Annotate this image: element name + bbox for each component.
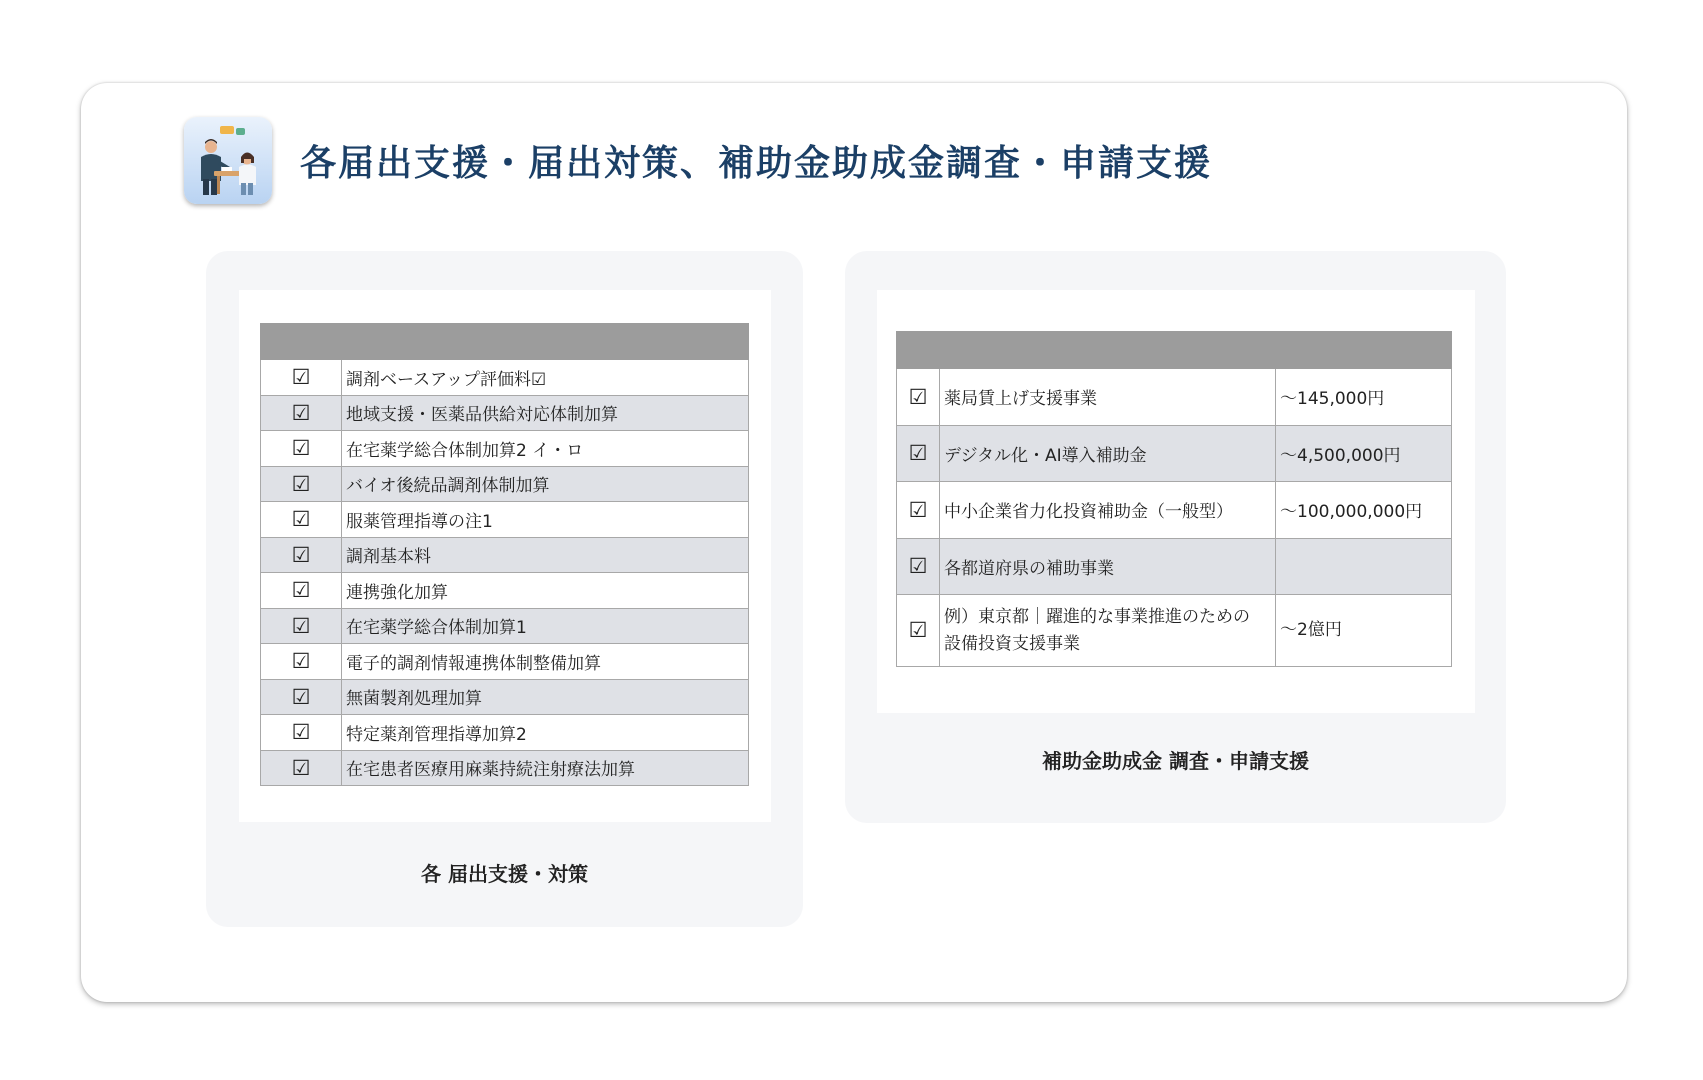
- subsidy-amount: [1276, 538, 1452, 595]
- filing-support-caption: 各 届出支援・対策: [421, 862, 588, 886]
- checkbox-checked-icon: ☑: [897, 369, 940, 426]
- checkbox-checked-icon: ☑: [261, 573, 342, 609]
- checkbox-checked-icon: ☑: [897, 425, 940, 482]
- subsidy-item-label-line: 例）東京都｜躍進的な事業推進のための: [944, 606, 1250, 627]
- checkbox-checked-icon: ☑: [261, 395, 342, 431]
- filing-item-label: 電子的調剤情報連携体制整備加算: [342, 644, 749, 680]
- table-row: [261, 715, 749, 751]
- table-row: [261, 644, 749, 680]
- table-row: [261, 750, 749, 786]
- checkbox-checked-icon: ☑: [261, 750, 342, 786]
- subsidy-support-caption: 補助金助成金 調査・申請支援: [1042, 749, 1309, 773]
- table-row: [261, 395, 749, 431]
- checkbox-checked-icon: ☑: [897, 538, 940, 595]
- table-row: [261, 502, 749, 538]
- table-row: [261, 679, 749, 715]
- checkbox-checked-icon: ☑: [261, 715, 342, 751]
- table-row: [261, 608, 749, 644]
- subsidy-item-label: [940, 595, 1276, 667]
- table-row: [897, 538, 1452, 595]
- table-row: [261, 360, 749, 396]
- filing-item-label: 在宅患者医療用麻薬持続注射療法加算: [342, 750, 749, 786]
- table-row: [897, 482, 1452, 539]
- table-header-row: [261, 324, 749, 360]
- subsidy-item-label: デジタル化・AI導入補助金: [940, 425, 1276, 482]
- filing-item-label: 在宅薬学総合体制加算2 イ・ロ: [342, 431, 749, 467]
- consultation-illustration-icon: [184, 117, 272, 204]
- subsidy-item-label: 中小企業省力化投資補助金（一般型）: [940, 482, 1276, 539]
- subsidy-item-label-line: 設備投資支援事業: [944, 633, 1080, 654]
- subsidy-item-label: 薬局賃上げ支援事業: [940, 369, 1276, 426]
- checkbox-checked-icon: ☑: [261, 679, 342, 715]
- filing-checklist-table: [260, 323, 749, 786]
- subsidy-checklist-table: [896, 331, 1452, 667]
- checkbox-checked-icon: ☑: [897, 482, 940, 539]
- filing-item-label: 無菌製剤処理加算: [342, 679, 749, 715]
- subsidy-item-label: 各都道府県の補助事業: [940, 538, 1276, 595]
- filing-item-label: 調剤ベースアップ評価料☑: [342, 360, 749, 396]
- checkbox-checked-icon: ☑: [897, 595, 940, 667]
- table-row: [261, 431, 749, 467]
- table-row: [897, 595, 1452, 667]
- subsidy-amount: 〜2億円: [1276, 595, 1452, 667]
- table-header-row: [897, 332, 1452, 369]
- filing-item-label: 連携強化加算: [342, 573, 749, 609]
- table-row: [897, 369, 1452, 426]
- checkbox-checked-icon: ☑: [261, 466, 342, 502]
- filing-item-label: 地域支援・医薬品供給対応体制加算: [342, 395, 749, 431]
- subsidy-amount: 〜4,500,000円: [1276, 425, 1452, 482]
- filing-item-label: 服薬管理指導の注1: [342, 502, 749, 538]
- table-row: [261, 537, 749, 573]
- subsidy-amount: 〜145,000円: [1276, 369, 1452, 426]
- filing-item-label: 調剤基本料: [342, 537, 749, 573]
- table-row: [897, 425, 1452, 482]
- subsidy-amount: 〜100,000,000円: [1276, 482, 1452, 539]
- checkbox-checked-icon: ☑: [261, 431, 342, 467]
- checkbox-checked-icon: ☑: [261, 360, 342, 396]
- filing-item-label: 在宅薬学総合体制加算1: [342, 608, 749, 644]
- checkbox-checked-icon: ☑: [261, 644, 342, 680]
- page-title: 各届出支援・届出対策、補助金助成金調査・申請支援: [300, 143, 1213, 184]
- table-row: [261, 573, 749, 609]
- checkbox-checked-icon: ☑: [261, 608, 342, 644]
- filing-item-label: 特定薬剤管理指導加算2: [342, 715, 749, 751]
- filing-item-label: バイオ後続品調剤体制加算: [342, 466, 749, 502]
- checkbox-checked-icon: ☑: [261, 537, 342, 573]
- table-row: [261, 466, 749, 502]
- checkbox-checked-icon: ☑: [261, 502, 342, 538]
